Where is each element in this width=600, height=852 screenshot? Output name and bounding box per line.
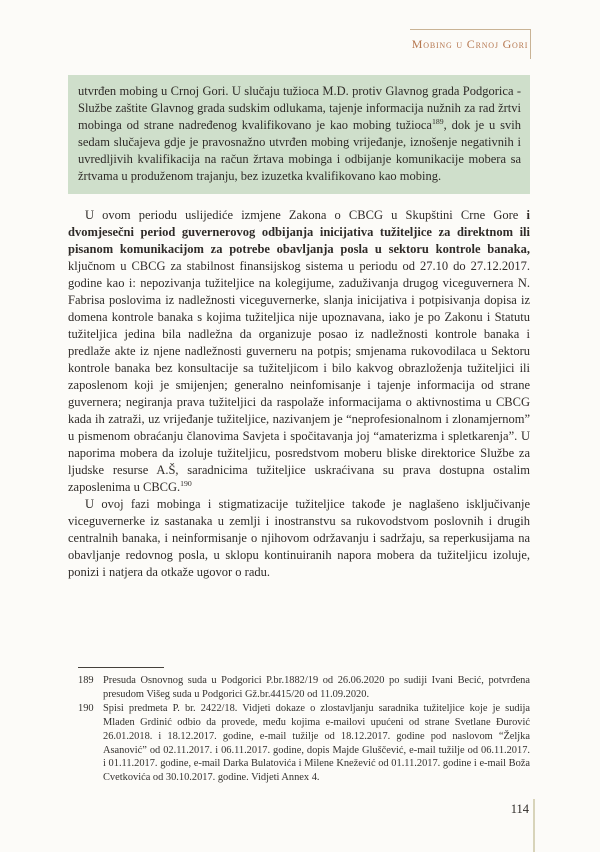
text-segment: , dok je u svih sedam slučajeva gdje je pravosnažno utvrđen mobing vrijeđanje, iznošenje negativnih i uvredljivih kvalifikacija na račun žrtava mobinga i odbijanje komunikacije mobera sa žrtvama u produženom trajanju, bez izuzetka kvalifikovano kao mobing.: [78, 118, 521, 183]
footnote-separator: [78, 667, 164, 668]
body-paragraph: [68, 207, 530, 496]
footnote-number: 189: [78, 675, 94, 686]
footnote-reference: 189: [431, 116, 444, 126]
text-segment: utvrđen mobing u Crnoj Gori. U slučaju tužioca M.D. protiv Glavnog grada Podgorica - Službe zaštite Glavnog grada sudskim odlukama, tajenje informacija nužnih za rad žrtvi mobinga od strane nadređenog kvalifikovano je kao mobing tužioca: [78, 84, 521, 132]
footnotes-section: [78, 667, 530, 785]
footnote-number: 190: [78, 702, 94, 714]
footnote: [78, 674, 530, 702]
page-body: [68, 75, 530, 581]
highlighted-paragraph: [68, 75, 530, 194]
footer-rule: [533, 799, 535, 852]
text-segment: U ovoj fazi mobinga i stigmatizacije tužiteljice takođe je naglašeno isključivanje viceguvernerke iz sastanaka u zemlji i inostranstvu sa rukovodstvom poslovnih i drugih centralnih banaka, i neinformisanje o njihovom održavanju i sadržaju, sa reperkusijama na obavljanje redovnog posla, u sklopu kontinuiranih napora mobera da tužiteljicu izoluje, ponizi i natjera da otkaže ugovor o radu.: [68, 497, 530, 579]
text-segment: U ovom periodu uslijediće izmjene Zakona o CBCG u Skupštini Crne Gore: [85, 208, 527, 222]
body-paragraph: [68, 496, 530, 581]
text-segment: i dvomjesečni period guvernerovog odbijanja inicijativa tužiteljice za direktnom ili pisanom komunikacijom za potrebe obavljanja posla u sektoru kontrole banaka,: [68, 208, 530, 256]
page-number: 114: [510, 802, 529, 816]
text-segment: Presuda Osnovnog suda u Podgorici P.br.1882/19 od 26.06.2020 po sudiji Ivani Becić, potvrđena presudom Višeg suda u Podgorici Gž.br.4415/20 od 11.09.2020.: [103, 675, 530, 700]
footnote-text: [103, 702, 530, 785]
running-header: [410, 29, 531, 59]
footnote-reference: 190: [180, 478, 192, 488]
footnote: [78, 702, 530, 785]
running-header-title: Mobing u Crnoj Gori: [411, 37, 529, 51]
text-segment: Spisi predmeta P. br. 2422/18. Vidjeti dokaze o zlostavljanju saradnika tužiteljice koje je sudija Mladen Grdinić odbio da provede, među kojima e-mailovi upućeni od strane Svetlane Đurović 26.01.2018. i 18.12.2017. godine, e-mail tužilje od 18.12.2017. godine pod naslovom “Željka Asanović” od 02.11.2017. i 06.11.2017. godine, dopis Majde Gluščević, e-mail tužilje od 06.11.2017. i 01.11.2017. godine, e-mail Darka Bulatovića i Milene Knežević od 01.11.2017. godine i e-mail Boža Cvetkovića od 30.10.2017. godine. Vidjeti Annex 4.: [103, 702, 530, 784]
footnote-text: [103, 674, 530, 702]
text-segment: ključnom u CBCG za stabilnost finansijskog sistema u periodu od 27.10 do 27.12.2017. godine kao i: nepozivanja tužiteljice na kolegijume, zaduživanja drugog viceguvernera N. Fabrisa poslovima iz nadležnosti viceguvernerke, slanja inicijativa i potpisivanja dopisa iz domena kontrole banaka s kojima tužiteljica nije upoznavana, iako je po Zakonu i Statutu tužiteljica jedina bila nadležna da organizuje posao iz nadležnosti kontrole banaka i predlaže akte iz njene nadležnosti guverneru na potpis; smjenama rukovodilaca u Sektoru kontrole banaka bez konsultacije sa tužiteljicom i bilo kakvog obrazloženja tužiteljici ili zaposlenom koji je smijenjen; generalno neinfomisanje i tajenje informacija od strane guvernera; negiranja prava tužiteljici da raspolaže informacijama o aktivnostima u CBCG kada ih zatraži, uz vrijeđanje tužiteljice, nazivanjem je “neprofesionalnom i zlonamjernom” u pismenom obraćanju članovima Savjeta i spočitavanja joj “amaterizma i spletkarenja”. U naporima mobera da izoluje tužiteljicu, posredstvom moberu bliske direktorice Službe za ljudske resurse A.Š, saradnicima tužiteljice uskraćivana su prava dostupna ostalim zaposlenima u CBCG.: [68, 259, 530, 494]
